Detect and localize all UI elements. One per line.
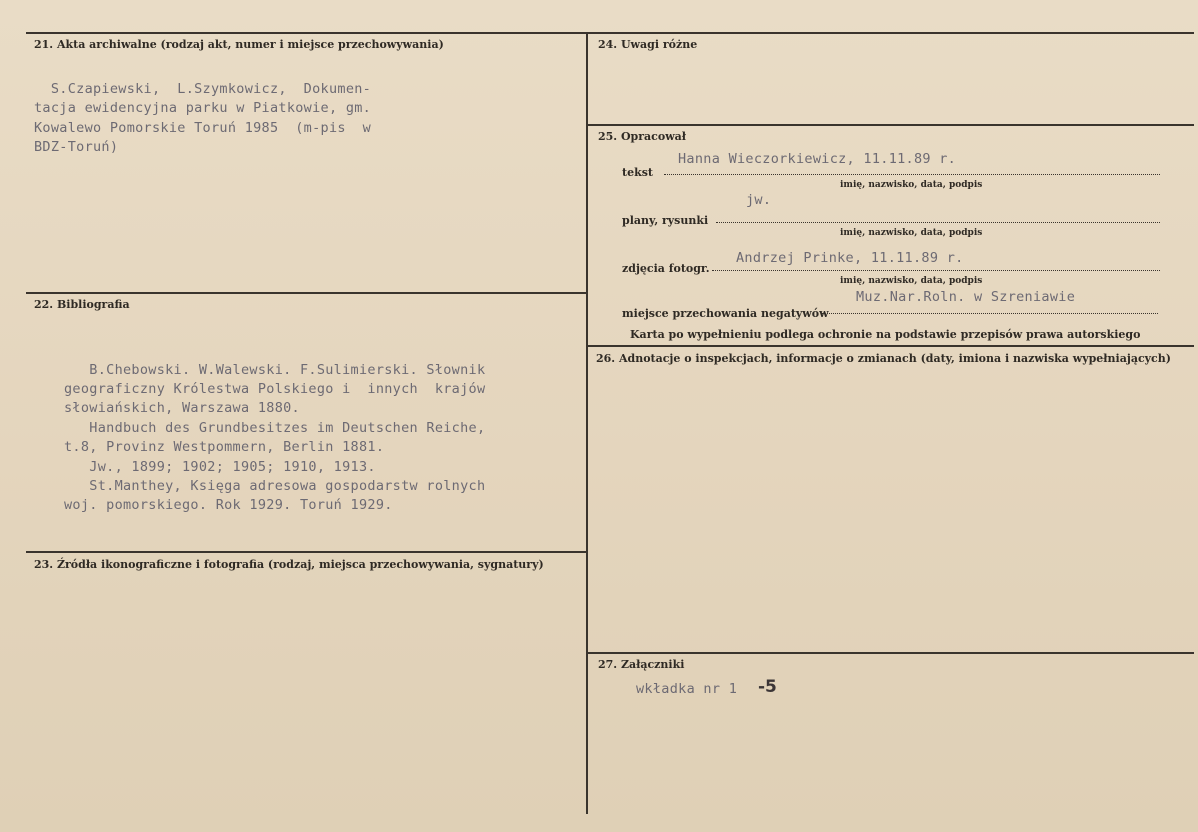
section-21-label: 21. Akta archiwalne (rodzaj akt, numer i miejsce przechowywania) bbox=[34, 38, 444, 51]
s22-line-2: geograficzny Królestwa Polskiego i innych krajów bbox=[64, 381, 486, 397]
zdjecia-value: Andrzej Prinke, 11.11.89 r. bbox=[736, 250, 964, 266]
miejsce-label: miejsce przechowania negatywów bbox=[622, 307, 829, 320]
attachments-handwritten: -5 bbox=[758, 677, 777, 697]
s24-bottom-rule bbox=[586, 124, 1194, 126]
s21-line-4: BDZ-Toruń) bbox=[34, 139, 119, 155]
s26-bottom-rule bbox=[586, 652, 1194, 654]
top-border bbox=[26, 32, 1194, 34]
tekst-label: tekst bbox=[622, 166, 653, 179]
plany-label: plany, rysunki bbox=[622, 214, 709, 227]
s21-bottom-rule bbox=[26, 292, 588, 294]
plany-dotted-line bbox=[716, 222, 1160, 223]
miejsce-value: Muz.Nar.Roln. w Szreniawie bbox=[856, 289, 1076, 305]
attachments-value: wkładka nr 1 bbox=[636, 681, 738, 697]
s22-line-4: Handbuch des Grundbesitzes im Deutschen Reiche, bbox=[64, 420, 486, 436]
s22-line-8: woj. pomorskiego. Rok 1929. Toruń 1929. bbox=[64, 497, 393, 513]
section-22-label: 22. Bibliografia bbox=[34, 298, 130, 311]
miejsce-dotted-line bbox=[822, 313, 1158, 314]
plany-value: jw. bbox=[746, 192, 772, 208]
s21-line-1: S.Czapiewski, L.Szymkowicz, Dokumen- bbox=[34, 81, 372, 97]
s22-bottom-rule bbox=[26, 551, 588, 553]
zdjecia-dotted-line bbox=[712, 270, 1160, 271]
section-27-label: 27. Załączniki bbox=[598, 658, 685, 671]
left-column-divider bbox=[586, 32, 588, 814]
s22-line-1: B.Chebowski. W.Walewski. F.Sulimierski. Słownik bbox=[64, 362, 486, 378]
s21-line-3: Kowalewo Pomorskie Toruń 1985 (m-pis w bbox=[34, 120, 372, 136]
s22-line-7: St.Manthey, Księga adresowa gospodarstw rolnych bbox=[64, 478, 486, 494]
s22-line-6: Jw., 1899; 1902; 1905; 1910, 1913. bbox=[64, 459, 376, 475]
copyright-note: Karta po wypełnieniu podlega ochronie na podstawie przepisów prawa autorskiego bbox=[630, 328, 1141, 341]
zdjecia-hint: imię, nazwisko, data, podpis bbox=[840, 276, 983, 286]
s21-line-2: tacja ewidencyjna parku w Piatkowie, gm. bbox=[34, 100, 372, 116]
section-24-label: 24. Uwagi różne bbox=[598, 38, 698, 51]
s22-line-5: t.8, Provinz Westpommern, Berlin 1881. bbox=[64, 439, 385, 455]
zdjecia-label: zdjęcia fotogr. bbox=[622, 262, 710, 275]
plany-hint: imię, nazwisko, data, podpis bbox=[840, 228, 983, 238]
tekst-value: Hanna Wieczorkiewicz, 11.11.89 r. bbox=[678, 151, 957, 167]
s22-line-3: słowiańskich, Warszawa 1880. bbox=[64, 400, 300, 416]
section-23-label: 23. Źródła ikonograficzne i fotografia (rodzaj, miejsca przechowywania, sygnatury) bbox=[34, 558, 544, 571]
s25-bottom-rule bbox=[586, 345, 1194, 347]
section-26-label: 26. Adnotacje o inspekcjach, informacje o zmianach (daty, imiona i nazwiska wypełniających) bbox=[596, 352, 1171, 365]
tekst-dotted-line bbox=[664, 174, 1160, 175]
section-25-label: 25. Opracował bbox=[598, 130, 687, 143]
tekst-hint: imię, nazwisko, data, podpis bbox=[840, 180, 983, 190]
